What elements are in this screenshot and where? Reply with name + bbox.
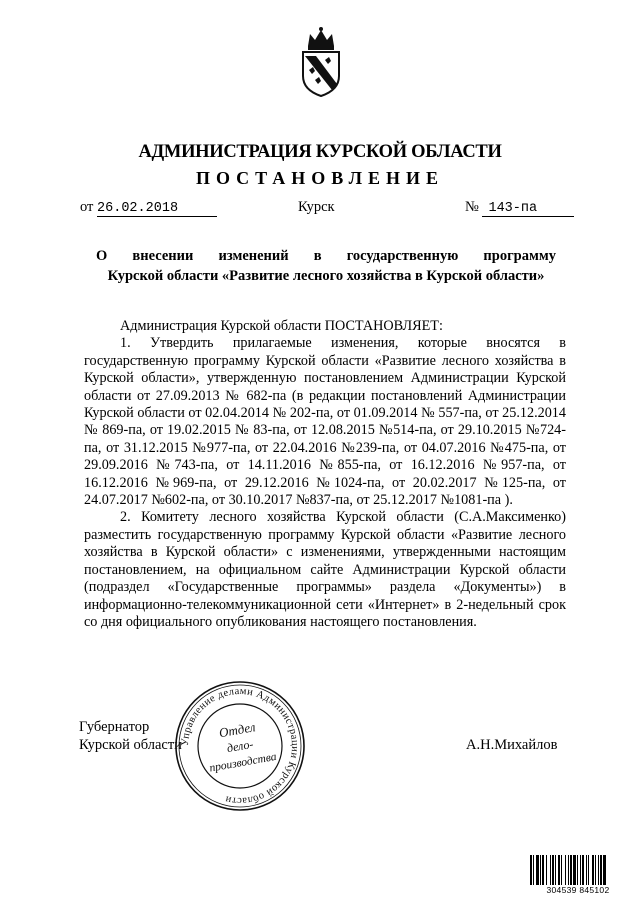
subject-line: О внесении изменений в государственную программу <box>96 248 556 264</box>
resolution-intro: Администрация Курской области ПОСТАНОВЛЯЕТ: <box>120 318 443 334</box>
organization-title: АДМИНИСТРАЦИЯ КУРСКОЙ ОБЛАСТИ <box>138 142 502 162</box>
stamp-center-line: производства <box>208 750 278 775</box>
number-prefix: № <box>465 199 479 215</box>
barcode-number: 304539 845102 <box>528 885 628 895</box>
document-number <box>465 199 574 217</box>
stamp-center-line: дело- <box>225 736 255 756</box>
resolution-item-2: 2. Комитету лесного хозяйства Курской области (С.А.Максименко) разместить государственную программу Курской области «Развитие лесного хозяйства в Курской области» с изменениями, утвержденными настоящим постановлением, на официальном сайте Администрации Курской области (подраздел «Государственные программы» раздела «Документы») в информационно-телекоммуникационной сети «Интернет» в 2-недельный срок со дня официального опубликования настоящего постановления. <box>84 509 566 630</box>
document-body <box>84 318 566 631</box>
date-value: 26.02.2018 <box>97 201 217 217</box>
stamp-ring-text: Управление делами Администрации Курской области <box>179 685 301 807</box>
date-prefix: от <box>80 199 94 215</box>
document-date <box>80 199 217 217</box>
document-type: ПОСТАНОВЛЕНИЕ <box>195 168 445 188</box>
document-subject <box>96 246 556 286</box>
signatory-title-line: Губернатор <box>79 719 150 735</box>
office-stamp-icon <box>172 678 308 814</box>
resolution-item-1: 1. Утвердить прилагаемые изменения, которые вносятся в государственную программу Курской области «Развитие лесного хозяйства в Курской области», утвержденную постановлением Администрации Курской области от 27.09.2013 № 682-па (в редакции постановлений Администрации Курской области от 02.04.2014 № 202-па, от 01.09.2014 № 557-па, от 25.12.2014 № 869-па, от 19.02.2015 № 83-па, от 12.08.2015 №514-па, от 29.10.2015 №724-па, от 31.12.2015 №977-па, от 22.04.2016 №239-па, от 04.07.2016 №475-па, от 29.09.2016 №743-па, от 14.11.2016 №855-па, от 16.12.2016 №957-па, от 16.12.2016 №969-па, от 29.12.2016 №1024-па, от 20.02.2017 №125-па, от 24.07.2017 №602-па, от 30.10.2017 №837-па, от 25.12.2017 №1081-па ). <box>84 335 566 509</box>
kursk-coat-of-arms-icon <box>296 26 346 98</box>
signatory-title-line: Курской области <box>79 737 182 753</box>
number-value: 143-па <box>482 201 574 217</box>
signatory-title <box>79 718 182 754</box>
document-city: Курск <box>298 199 335 215</box>
signatory-name: А.Н.Михайлов <box>466 737 558 753</box>
stamp-center-line: Отдел <box>217 719 257 741</box>
subject-line: Курской области «Развитие лесного хозяйства в Курской области» <box>107 268 545 284</box>
